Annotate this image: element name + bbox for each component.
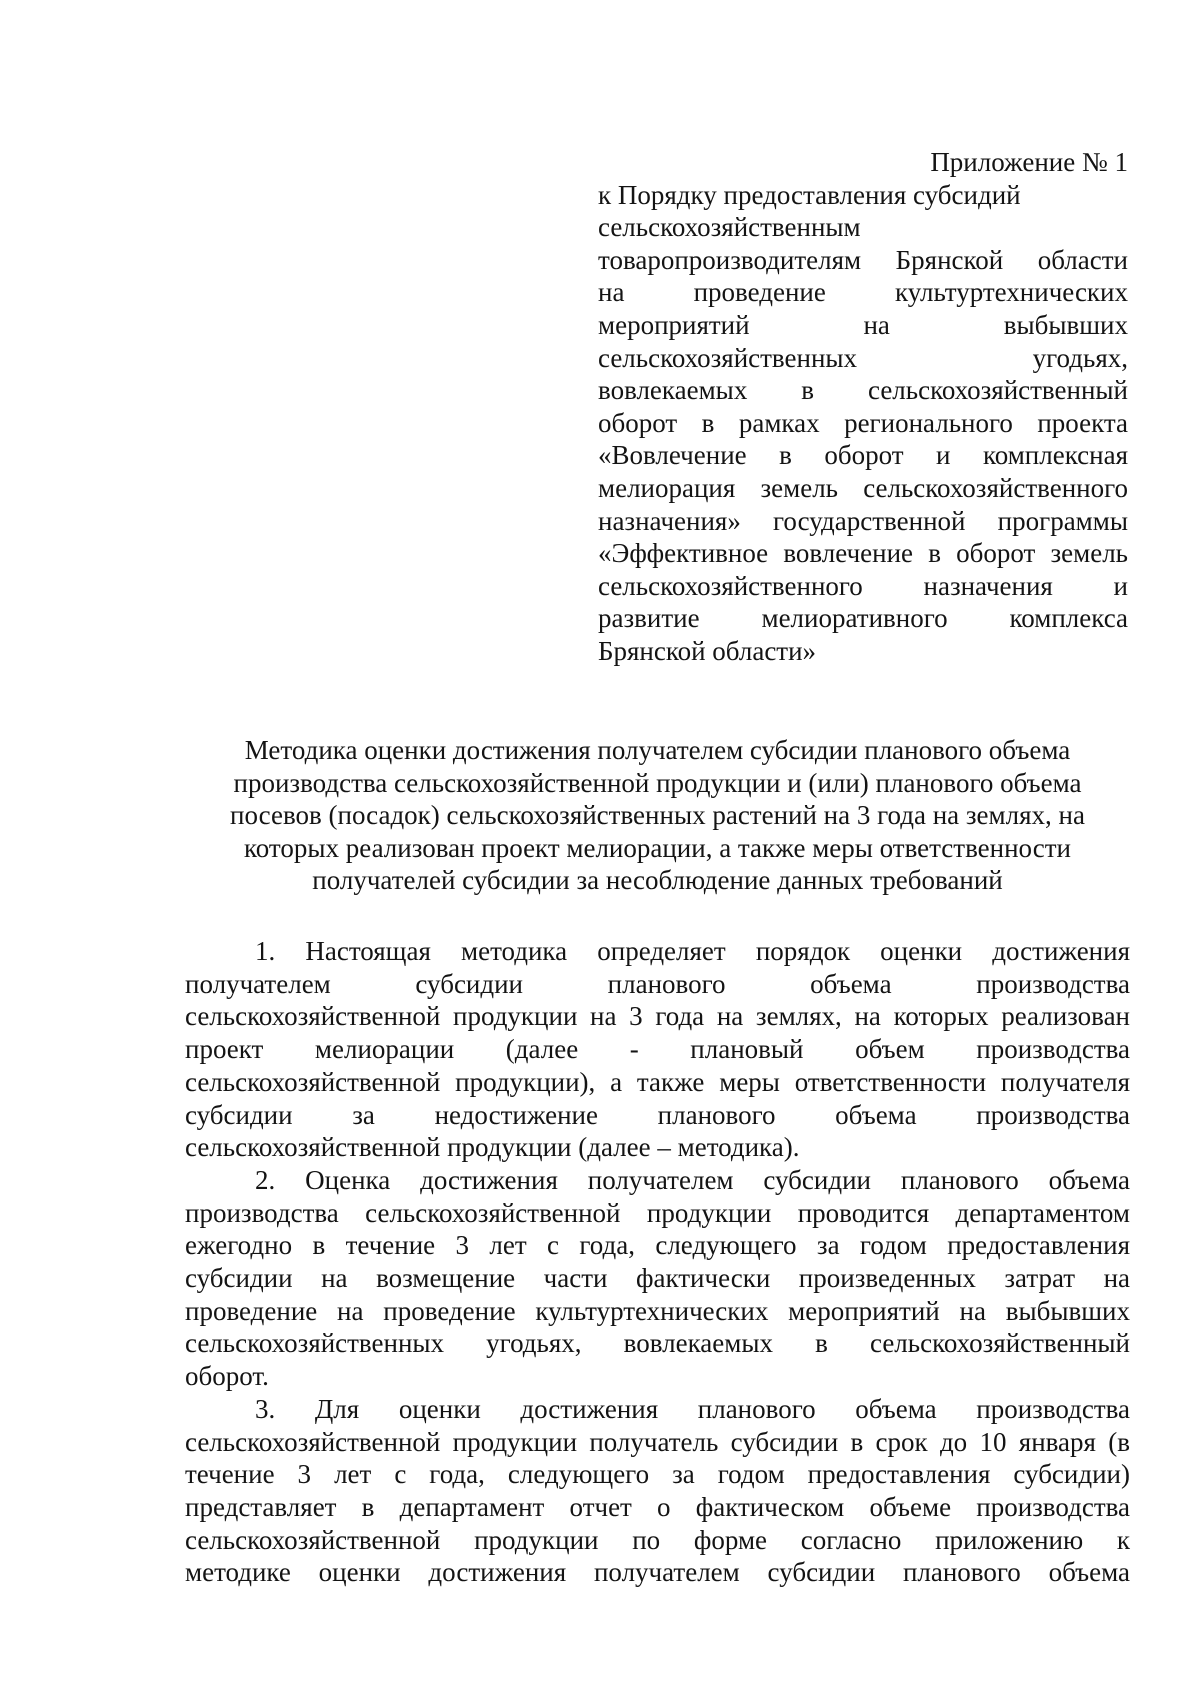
paragraph-2-line: 2. Оценка достижения получателем субсидии планового объема: [255, 1164, 1130, 1195]
appendix-number: Приложение № 1: [930, 147, 1128, 177]
appendix-line: «Эффективное вовлечение в оборот земель: [598, 538, 1128, 569]
title-line: посевов (посадок) сельскохозяйственных растений на 3 года на землях, на: [230, 800, 1085, 831]
appendix-line: «Вовлечение в оборот и комплексная: [598, 440, 1128, 471]
document-body: [185, 935, 1130, 1589]
paragraph-3-line: 3. Для оценки достижения планового объема производства: [255, 1393, 1130, 1424]
paragraph-3-line: сельскохозяйственной продукции получатель субсидии в срок до 10 января (в: [185, 1426, 1130, 1457]
paragraph-2-line: производства сельскохозяйственной продукции проводится департаментом: [185, 1197, 1130, 1228]
paragraph-1-line: субсидии за недостижение планового объема производства: [185, 1099, 1130, 1130]
appendix-line: мелиорация земель сельскохозяйственного: [598, 472, 1128, 503]
appendix-line: мероприятий на выбывших: [598, 309, 1128, 340]
paragraph-3-line: методике оценки достижения получателем субсидии планового объема: [185, 1557, 1130, 1588]
paragraph-2-line: субсидии на возмещение части фактически произведенных затрат на: [185, 1263, 1130, 1294]
paragraph-2-line: сельскохозяйственных угодьях, вовлекаемых в сельскохозяйственный: [185, 1328, 1130, 1359]
paragraph-3-line: течение 3 лет с года, следующего за годом предоставления субсидии): [185, 1459, 1130, 1490]
title-line: получателей субсидии за несоблюдение данных требований: [312, 865, 1003, 896]
paragraph-2-line: проведение на проведение культуртехнических мероприятий на выбывших: [185, 1295, 1130, 1326]
paragraph-3-line: сельскохозяйственной продукции по форме согласно приложению к: [185, 1524, 1130, 1555]
document-title: [185, 734, 1130, 897]
paragraph-1-line: сельскохозяйственной продукции (далее – методика).: [185, 1132, 800, 1163]
appendix-line: Брянской области»: [598, 635, 817, 666]
appendix-header: [598, 146, 1128, 668]
appendix-line: назначения» государственной программы: [598, 505, 1128, 536]
paragraph-1-line: получателем субсидии планового объема производства: [185, 968, 1130, 999]
appendix-line: оборот в рамках регионального проекта: [598, 407, 1128, 438]
paragraph-2-line: ежегодно в течение 3 лет с года, следующего за годом предоставления: [185, 1230, 1130, 1261]
paragraph-1-line: 1. Настоящая методика определяет порядок оценки достижения: [255, 936, 1130, 966]
title-line: которых реализован проект мелиорации, а также меры ответственности: [244, 832, 1071, 863]
paragraph-1-line: сельскохозяйственной продукции), а также меры ответственности получателя: [185, 1066, 1130, 1097]
appendix-line: сельскохозяйственного назначения и: [598, 570, 1128, 601]
paragraph-1-line: проект мелиорации (далее - плановый объем производства: [185, 1034, 1130, 1065]
appendix-line: вовлекаемых в сельскохозяйственный: [598, 375, 1128, 406]
appendix-line: к Порядку предоставления субсидий: [598, 179, 1021, 210]
appendix-line: сельскохозяйственным: [598, 212, 861, 243]
paragraph-1-line: сельскохозяйственной продукции на 3 года на землях, на которых реализован: [185, 1001, 1130, 1032]
title-line: производства сельскохозяйственной продукции и (или) планового объема: [233, 767, 1082, 798]
appendix-line: сельскохозяйственных угодьях,: [598, 342, 1128, 373]
appendix-line: товаропроизводителям Брянской области: [598, 244, 1128, 275]
appendix-line: на проведение культуртехнических: [598, 277, 1128, 308]
paragraph-3-line: представляет в департамент отчет о фактическом объеме производства: [185, 1491, 1130, 1522]
title-line: Методика оценки достижения получателем субсидии планового объема: [244, 735, 1071, 765]
appendix-line: развитие мелиоративного комплекса: [598, 603, 1128, 634]
paragraph-2-line: оборот.: [185, 1361, 269, 1392]
